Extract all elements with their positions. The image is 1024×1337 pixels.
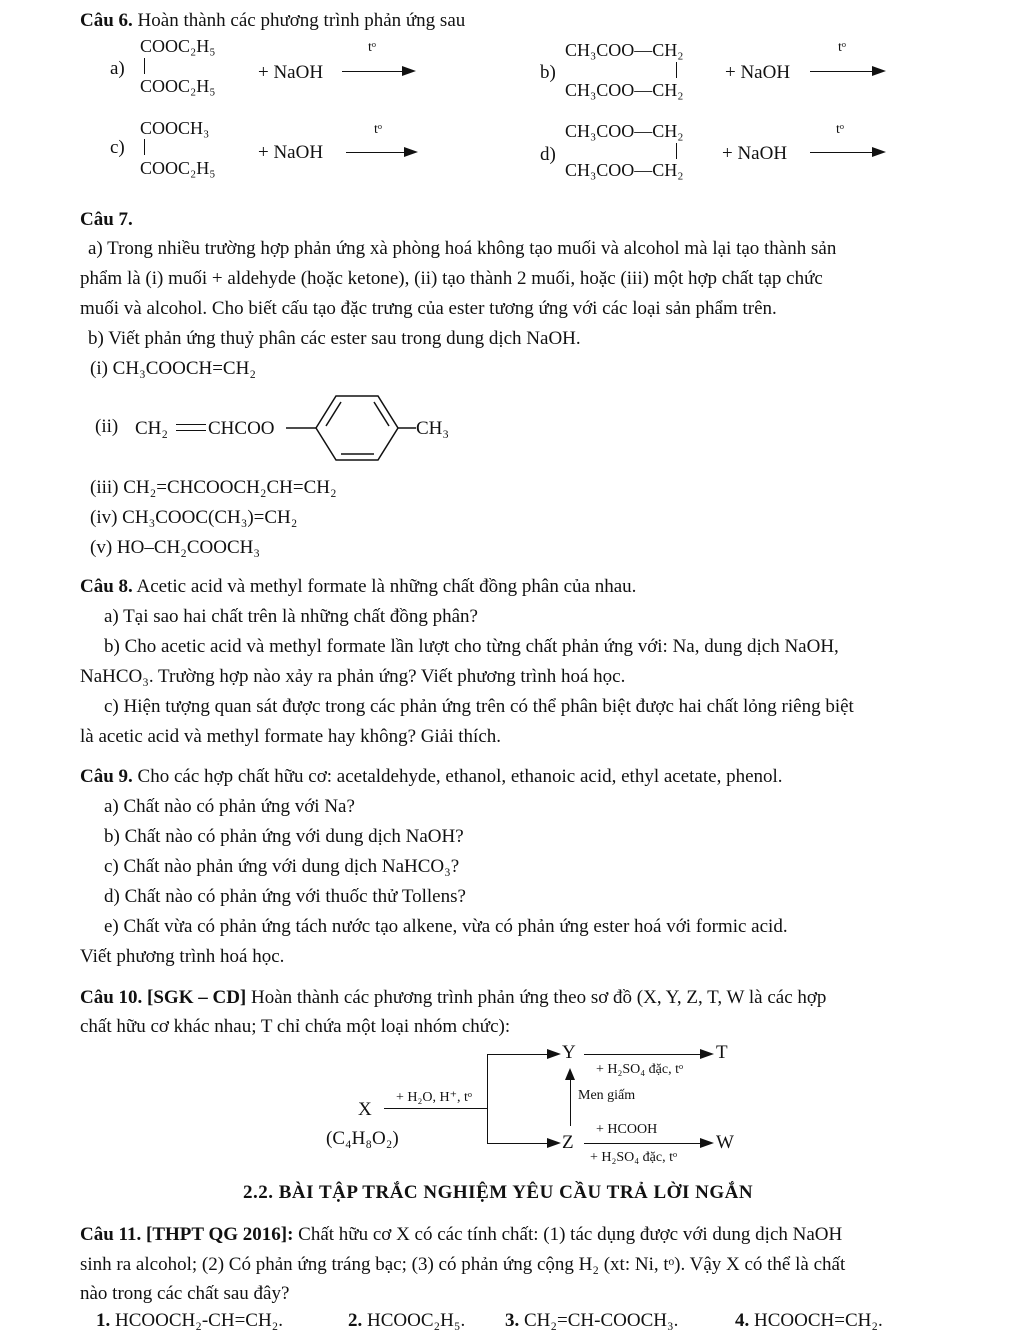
scheme-hydrolysis-cond: + H₂O, H⁺, tᵒ bbox=[396, 1090, 472, 1105]
q9-text: Cho các hợp chất hữu cơ: acetaldehyde, ethanol, ethanoic acid, ethyl acetate, phenol. bbox=[132, 766, 783, 787]
q9-a: a) Chất nào có phản ứng với Na? bbox=[104, 796, 355, 817]
q6c-top: COOCH₃ bbox=[140, 118, 210, 138]
scheme-y: Y bbox=[562, 1042, 576, 1063]
q7-title: Câu 7. bbox=[80, 209, 133, 230]
q10-text1: Hoàn thành các phương trình phản ứng theo sơ đồ (X, Y, Z, T, W là các hợp bbox=[246, 987, 827, 1008]
q7-ii-double-bond-2 bbox=[176, 430, 206, 431]
q7-b: b) Viết phản ứng thuỷ phân các ester sau trong dung dịch NaOH. bbox=[88, 328, 581, 349]
q6d-arrowhead bbox=[872, 147, 886, 157]
q11-option-3: 3. CH₂=CH-COOCH₃. bbox=[505, 1310, 679, 1331]
q9-e: e) Chất vừa có phản ứng tách nước tạo alkene, vừa có phản ứng ester hoá với formic acid. bbox=[104, 916, 788, 937]
q7-iii: (iii) CH₂=CHCOOCH₂CH=CH₂ bbox=[90, 477, 337, 498]
q9-heading bbox=[80, 766, 783, 788]
q9-title: Câu 9. bbox=[80, 766, 133, 787]
scheme-t: T bbox=[716, 1042, 728, 1063]
q7-iv: (iv) CH₃COOC(CH₃)=CH₂ bbox=[90, 507, 298, 528]
q7-a-line1: a) Trong nhiều trường hợp phản ứng xà phòng hoá không tạo muối và alcohol mà lại tạo thành sản bbox=[88, 238, 837, 259]
q6c-bottom: COOC₂H₅ bbox=[140, 158, 216, 178]
q6a-bond bbox=[144, 58, 145, 74]
q6c-cond: tᵒ bbox=[374, 122, 382, 137]
q11-text2: sinh ra alcohol; (2) Có phản ứng tráng bạc; (3) có phản ứng cộng H₂ (xt: Ni, tᵒ). Vậy X có thể là chất bbox=[80, 1254, 846, 1275]
q8-a: a) Tại sao hai chất trên là những chất đồng phân? bbox=[104, 606, 478, 627]
section-heading: 2.2. BÀI TẬP TRẮC NGHIỆM YÊU CẦU TRẢ LỜI NGẮN bbox=[243, 1182, 754, 1203]
q6a-cond: tᵒ bbox=[368, 40, 376, 55]
q6d-arrow bbox=[810, 152, 874, 153]
q9-d: d) Chất nào có phản ứng với thuốc thử Tollens? bbox=[104, 886, 466, 907]
scheme-x-formula: (C₄H₈O₂) bbox=[326, 1128, 399, 1149]
q6a-label: a) bbox=[110, 58, 125, 79]
q10-text2: chất hữu cơ khác nhau; T chỉ chứa một loại nhóm chức): bbox=[80, 1016, 511, 1037]
q9-c: c) Chất nào phản ứng với dung dịch NaHCO₃? bbox=[104, 856, 460, 877]
scheme-arrow-z bbox=[487, 1143, 549, 1144]
q6b-arrow bbox=[810, 71, 874, 72]
q8-heading bbox=[80, 576, 636, 598]
scheme-arrow-yt bbox=[584, 1054, 702, 1055]
q6-text: Hoàn thành các phương trình phản ứng sau bbox=[132, 10, 466, 31]
scheme-arrow-y bbox=[487, 1054, 549, 1055]
q6d-reagent: + NaOH bbox=[722, 143, 788, 164]
q11-text1: Chất hữu cơ X có các tính chất: (1) tác dụng được với dung dịch NaOH bbox=[293, 1224, 843, 1245]
scheme-zw-top: + HCOOH bbox=[596, 1122, 658, 1137]
q7-v: (v) HO–CH₂COOCH₃ bbox=[90, 537, 260, 558]
scheme-arrowhead-t bbox=[700, 1049, 714, 1059]
scheme-men-line bbox=[570, 1076, 571, 1126]
q7-i: (i) CH₃COOCH=CH₂ bbox=[90, 358, 256, 379]
scheme-x: X bbox=[358, 1099, 372, 1120]
q6a-reagent: + NaOH bbox=[258, 62, 324, 83]
q6b-cond: tᵒ bbox=[838, 40, 846, 55]
scheme-arrow-zw bbox=[584, 1143, 702, 1144]
q6b-bond bbox=[676, 62, 677, 78]
q11-option-1: 1. HCOOCH₂-CH=CH₂. bbox=[96, 1310, 284, 1331]
scheme-bracket bbox=[487, 1054, 488, 1144]
q6b-reagent: + NaOH bbox=[725, 62, 791, 83]
q7-ii-mid: CHCOO bbox=[208, 418, 275, 439]
benzene-ring-icon bbox=[286, 388, 416, 474]
q10-title: Câu 10. [SGK – CD] bbox=[80, 987, 247, 1008]
q7-ii-label: (ii) bbox=[95, 416, 119, 437]
q6a-top: COOC₂H₅ bbox=[140, 36, 216, 56]
q6b-top: CH₃COO—CH₂ bbox=[565, 40, 684, 60]
q6d-cond: tᵒ bbox=[836, 122, 844, 137]
q7-ii-right: CH₃ bbox=[416, 418, 450, 439]
q9-end: Viết phương trình hoá học. bbox=[80, 946, 285, 967]
q11-text3: nào trong các chất sau đây? bbox=[80, 1283, 290, 1304]
scheme-zw-bottom: + H₂SO₄ đặc, tᵒ bbox=[590, 1150, 678, 1165]
q6c-arrowhead bbox=[404, 147, 418, 157]
q6c-bond bbox=[144, 139, 145, 155]
q6d-bond bbox=[676, 143, 677, 159]
q10-heading bbox=[80, 987, 826, 1009]
q6a-arrow bbox=[342, 71, 404, 72]
q8-title: Câu 8. bbox=[80, 576, 133, 597]
q6c-arrow bbox=[346, 152, 406, 153]
q6d-bottom: CH₃COO—CH₂ bbox=[565, 160, 684, 180]
scheme-w: W bbox=[716, 1132, 734, 1153]
scheme-arrowhead-z bbox=[547, 1138, 561, 1148]
q11-option-4: 4. HCOOCH=CH₂. bbox=[735, 1310, 883, 1331]
scheme-men-arrowhead bbox=[565, 1068, 575, 1080]
scheme-x-line bbox=[384, 1108, 488, 1109]
scheme-yt-cond: + H₂SO₄ đặc, tᵒ bbox=[596, 1062, 684, 1077]
q7-ii-double-bond-1 bbox=[176, 424, 206, 425]
q6b-label: b) bbox=[540, 62, 556, 83]
scheme-arrowhead-y bbox=[547, 1049, 561, 1059]
q11-option-2: 2. HCOOC₂H₅. bbox=[348, 1310, 466, 1331]
q8-c-line1: c) Hiện tượng quan sát được trong các phản ứng trên có thể phân biệt được hai chất lỏng riêng biệt bbox=[104, 696, 854, 717]
q8-b-line2: NaHCO₃. Trường hợp nào xảy ra phản ứng? Viết phương trình hoá học. bbox=[80, 666, 626, 687]
q6a-arrowhead bbox=[402, 66, 416, 76]
q7-ii-left: CH₂ bbox=[135, 418, 169, 439]
q7-a-line3: muối và alcohol. Cho biết cấu tạo đặc trưng của ester tương ứng với các loại sản phẩm trên. bbox=[80, 298, 777, 319]
scheme-men: Men giấm bbox=[578, 1088, 636, 1103]
q8-text: Acetic acid và methyl formate là những chất đồng phân của nhau. bbox=[132, 576, 637, 597]
q6c-reagent: + NaOH bbox=[258, 142, 324, 163]
q6a-bottom: COOC₂H₅ bbox=[140, 76, 216, 96]
q6-title: Câu 6. bbox=[80, 10, 133, 31]
q7-a-line2: phẩm là (i) muối + aldehyde (hoặc ketone), (ii) tạo thành 2 muối, hoặc (iii) một hợp chất tạp chức bbox=[80, 268, 823, 289]
q6b-arrowhead bbox=[872, 66, 886, 76]
q6d-label: d) bbox=[540, 144, 556, 165]
q11-title: Câu 11. [THPT QG 2016]: bbox=[80, 1224, 294, 1245]
q8-b-line1: b) Cho acetic acid và methyl formate lần lượt cho từng chất phản ứng với: Na, dung dịch NaOH, bbox=[104, 636, 839, 657]
q6d-top: CH₃COO—CH₂ bbox=[565, 121, 684, 141]
scheme-z: Z bbox=[562, 1132, 574, 1153]
q6-heading bbox=[80, 10, 465, 32]
q6c-label: c) bbox=[110, 137, 125, 158]
scheme-arrowhead-w bbox=[700, 1138, 714, 1148]
q9-b: b) Chất nào có phản ứng với dung dịch NaOH? bbox=[104, 826, 464, 847]
q11-heading bbox=[80, 1224, 842, 1246]
q8-c-line2: là acetic acid và methyl formate hay không? Giải thích. bbox=[80, 726, 501, 747]
q6b-bottom: CH₃COO—CH₂ bbox=[565, 80, 684, 100]
